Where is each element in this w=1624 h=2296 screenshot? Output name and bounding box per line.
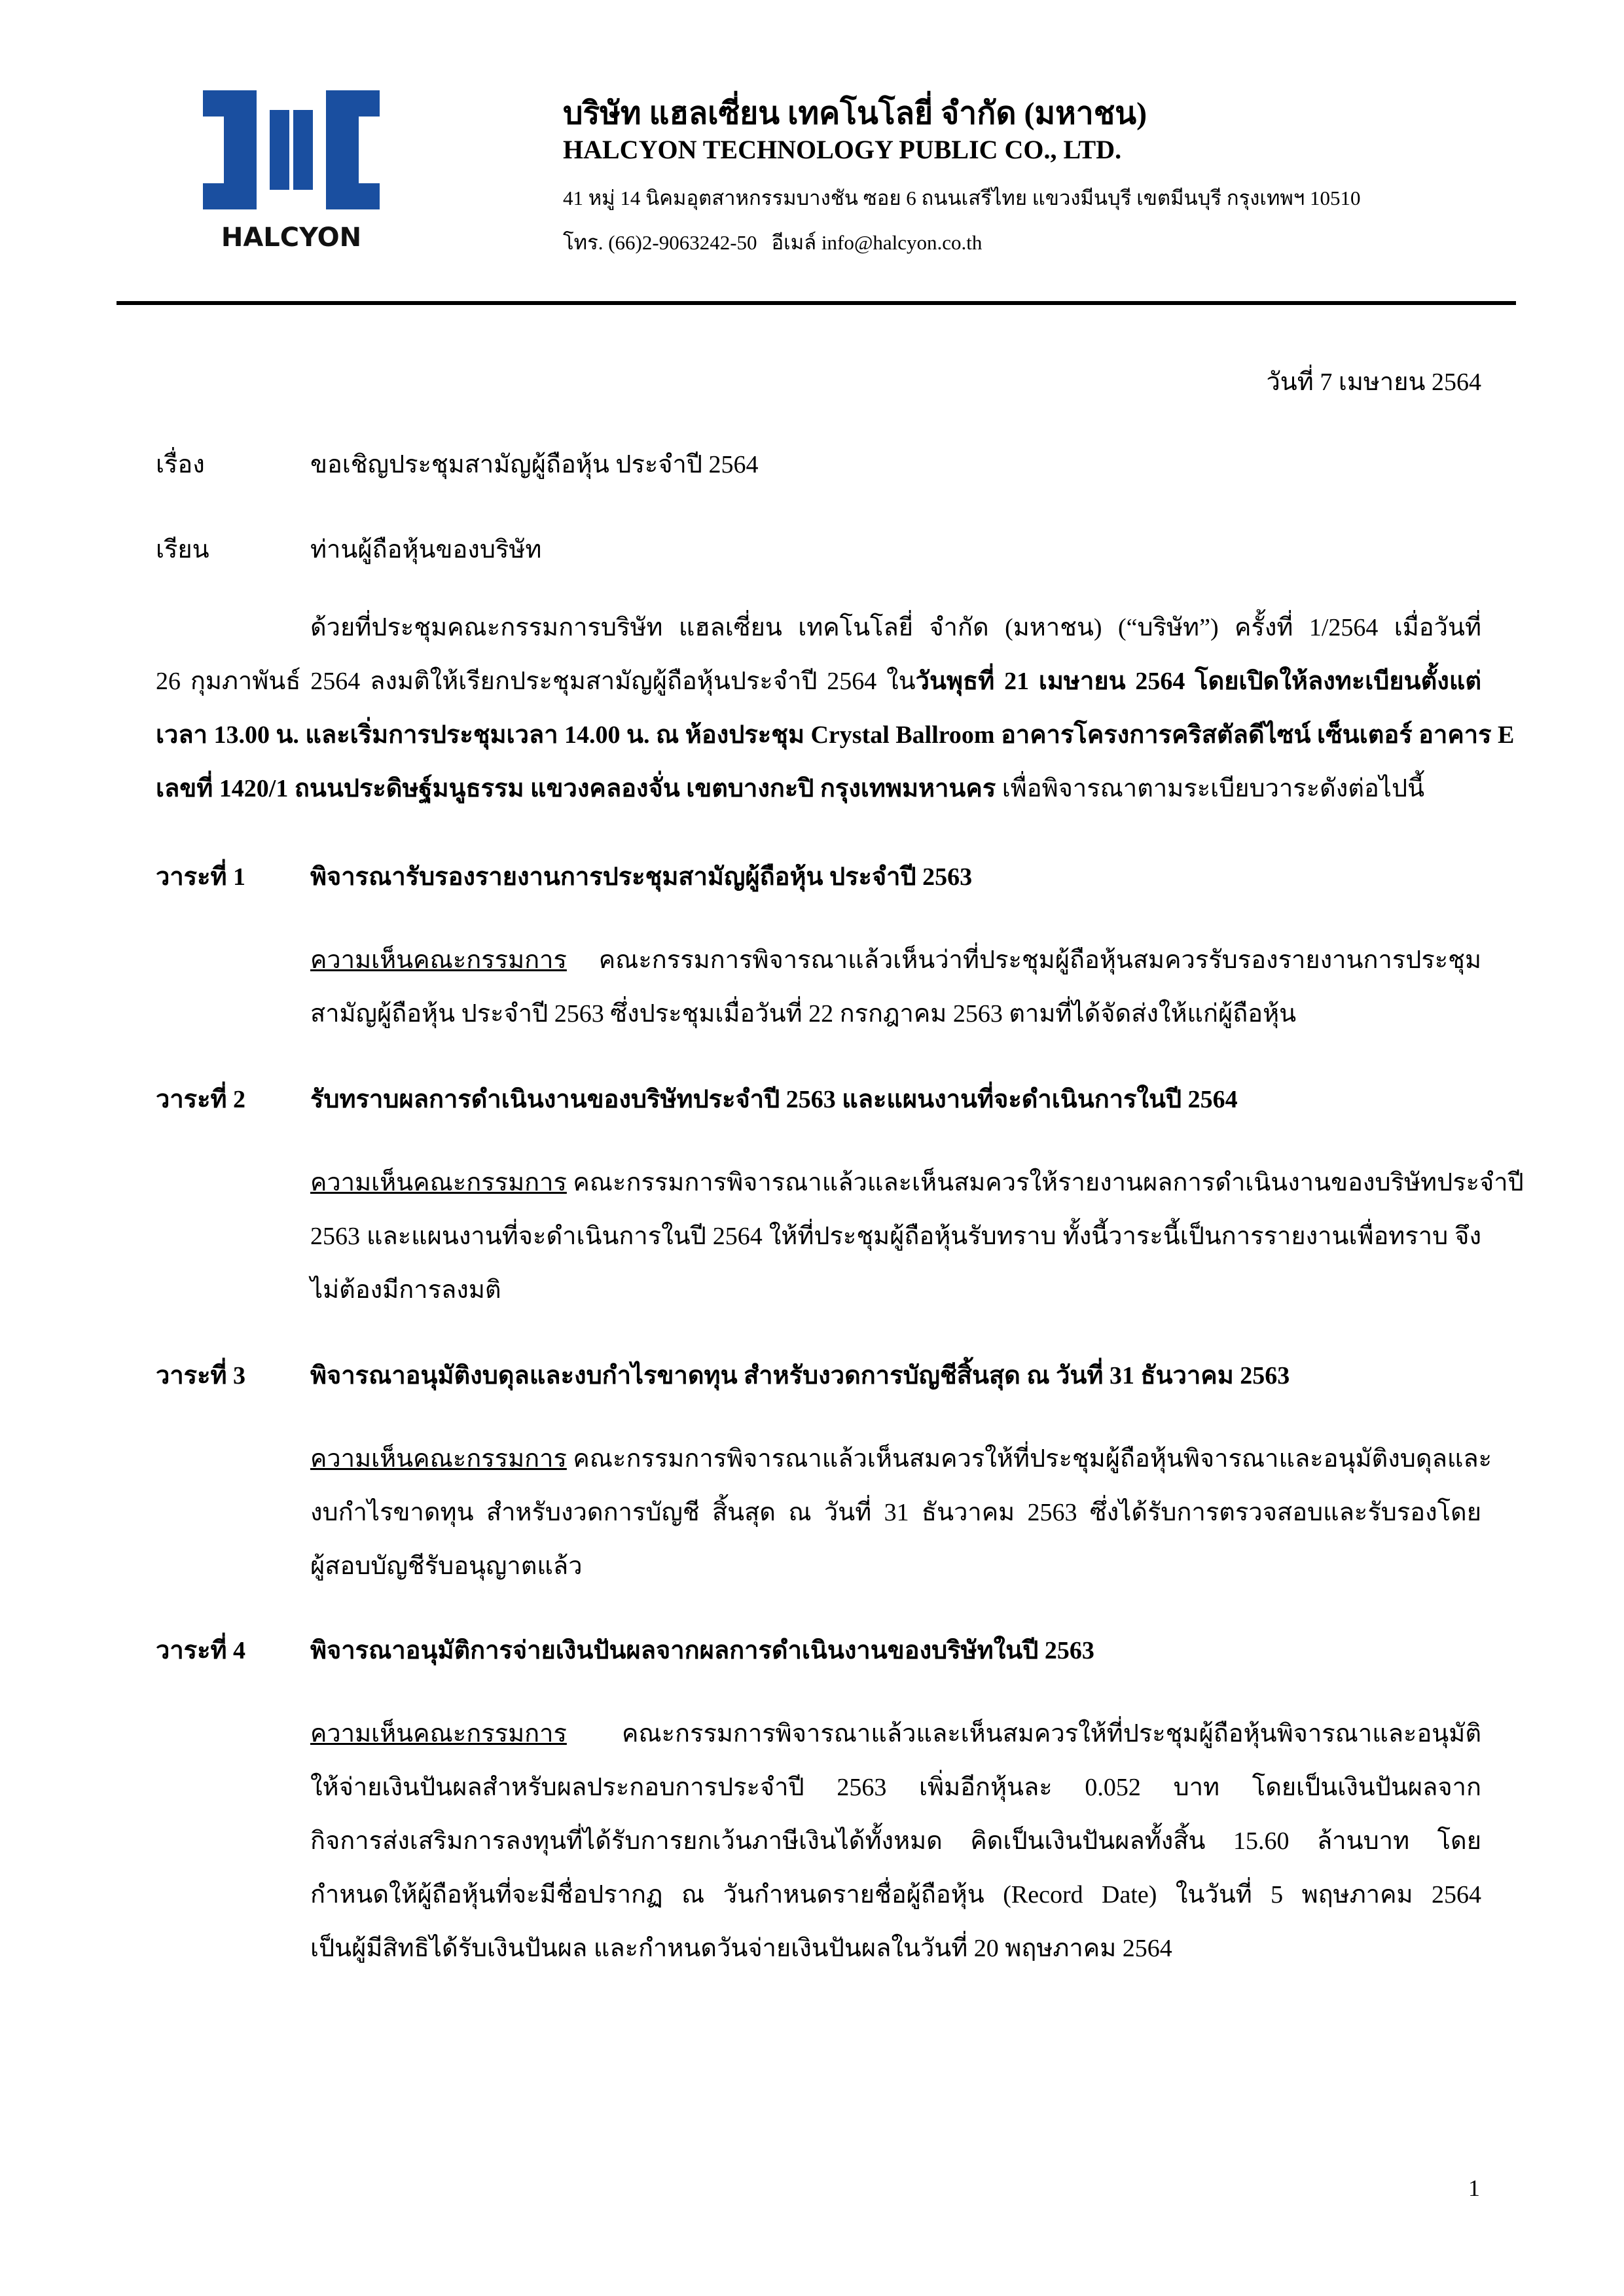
agenda-4-title: พิจารณาอนุมัติการจ่ายเงินปันผลจากผลการดำเนินงานของบริษัทในปี 2563 [310, 1637, 1094, 1664]
company-email: อีเมล์ info@halcyon.co.th [771, 231, 983, 254]
agenda-3-title: พิจารณาอนุมัติงบดุลและงบกำไรขาดทุน สำหรับงวดการบัญชีสิ้นสุด ณ วันที่ 31 ธันวาคม 2563 [310, 1362, 1290, 1390]
agenda-2-line-2: 2563 และแผนงานที่จะดำเนินการในปี 2564 ให้ที่ประชุมผู้ถือหุ้นรับทราบ ทั้งนี้วาระนี้เป็นการรายงานเพื่อทราบ จึง [310, 1223, 1481, 1250]
agenda-2-line-1-text: คณะกรรมการพิจารณาแล้วและเห็นสมควรให้รายงานผลการดำเนินงานของบริษัทประจำปี [566, 1169, 1524, 1196]
agenda-4-line-1-text: คณะกรรมการพิจารณาแล้วและเห็นสมควรให้ที่ประชุมผู้ถือหุ้นพิจารณาและอนุมัติ [566, 1720, 1481, 1748]
agenda-4-line-5: เป็นผู้มีสิทธิได้รับเงินปันผล และกำหนดวันจ่ายเงินปันผลในวันที่ 20 พฤษภาคม 2564 [310, 1935, 1172, 1962]
agenda-2-number: วาระที่ 2 [156, 1086, 246, 1113]
agenda-3-opinion-label: ความเห็นคณะกรรมการ [310, 1445, 567, 1473]
agenda-3-line-1-text: คณะกรรมการพิจารณาแล้วเห็นสมควรให้ที่ประชุมผู้ถือหุ้นพิจารณาและอนุมัติงบดุลและ [566, 1445, 1492, 1473]
agenda-1-number: วาระที่ 1 [156, 863, 246, 891]
recipient-label: เรียน [156, 536, 209, 564]
agenda-1-line-2: สามัญผู้ถือหุ้น ประจำปี 2563 ซึ่งประชุมเมื่อวันที่ 22 กรกฎาคม 2563 ตามที่ได้จัดส่งให้แก่ผู้ถือหุ้น [310, 1000, 1297, 1028]
agenda-1-title: พิจารณารับรองรายงานการประชุมสามัญผู้ถือหุ้น ประจำปี 2563 [310, 863, 973, 891]
header-divider [117, 301, 1516, 305]
agenda-1-opinion [310, 933, 1481, 1041]
agenda-2-opinion-label: ความเห็นคณะกรรมการ [310, 1169, 567, 1196]
letter-date: วันที่ 7 เมษายน 2564 [1266, 368, 1481, 396]
halcyon-logo-mark [196, 85, 386, 255]
agenda-3-opinion [310, 1432, 1492, 1593]
agenda-1-line-1 [310, 933, 1481, 987]
logo-wordmark: HALCYON [221, 223, 362, 253]
company-name-en: HALCYON TECHNOLOGY PUBLIC CO., LTD. [563, 135, 1122, 164]
agenda-2-title: รับทราบผลการดำเนินงานของบริษัทประจำปี 2563 และแผนงานที่จะดำเนินการในปี 2564 [310, 1086, 1238, 1113]
recipient-text: ท่านผู้ถือหุ้นของบริษัท [310, 536, 542, 564]
agenda-1-line-1-text: คณะกรรมการพิจารณาแล้วเห็นว่าที่ประชุมผู้ถือหุ้นสมควรรับรองรายงานการประชุม [566, 946, 1481, 974]
company-phone: โทร. (66)2-9063242-50 [563, 231, 757, 254]
intro-line-4-text: เพื่อพิจารณาตามระเบียบวาระดังต่อไปนี้ [996, 775, 1425, 802]
agenda-4-line-1 [310, 1707, 1481, 1761]
intro-line-1: ด้วยที่ประชุมคณะกรรมการบริษัท แฮลเซี่ยน เทคโนโลยี่ จำกัด (มหาชน) (“บริษัท”) ครั้งที่ 1/2564 เมื่อวันที่ [310, 614, 1481, 641]
halcyon-logo [196, 85, 386, 255]
company-contact [563, 226, 982, 259]
agenda-4-opinion [310, 1707, 1481, 1975]
intro-line-2 [156, 655, 1481, 708]
intro-paragraph [156, 601, 1515, 816]
meeting-date-highlight: วันพุธที่ 21 เมษายน 2564 โดยเปิดให้ลงทะเบียนตั้งแต่ [915, 668, 1481, 695]
intro-line-3 [156, 708, 1515, 762]
agenda-2-line-1 [310, 1156, 1524, 1210]
agenda-4-opinion-label: ความเห็นคณะกรรมการ [310, 1720, 567, 1748]
agenda-4-line-3: กิจการส่งเสริมการลงทุนที่ได้รับการยกเว้นภาษีเงินได้ทั้งหมด คิดเป็นเงินปันผลทั้งสิ้น 15.60 ล้านบาท โดย [310, 1827, 1481, 1855]
agenda-3-number: วาระที่ 3 [156, 1362, 246, 1390]
agenda-2-opinion [310, 1156, 1524, 1317]
agenda-2-line-3: ไม่ต้องมีการลงมติ [310, 1276, 501, 1304]
agenda-3-line-2: งบกำไรขาดทุน สำหรับงวดการบัญชี สิ้นสุด ณ วันที่ 31 ธันวาคม 2563 ซึ่งได้รับการตรวจสอบและรับรองโดย [310, 1499, 1481, 1526]
agenda-4-line-2: ให้จ่ายเงินปันผลสำหรับผลประกอบการประจำปี 2563 เพิ่มอีกหุ้นละ 0.052 บาท โดยเป็นเงินปันผลจาก [310, 1774, 1481, 1801]
agenda-3-line-3: ผู้สอบบัญชีรับอนุญาตแล้ว [310, 1552, 583, 1580]
subject-text: ขอเชิญประชุมสามัญผู้ถือหุ้น ประจำปี 2564 [310, 451, 759, 478]
company-address: 41 หมู่ 14 นิคมอุตสาหกรรมบางชัน ซอย 6 ถนนเสรีไทย แขวงมีนบุรี เขตมีนบุรี กรุงเทพฯ 10510 [563, 187, 1361, 209]
meeting-address: เลขที่ 1420/1 ถนนประดิษฐ์มนูธรรม แขวงคลองจั่น เขตบางกะปิ กรุงเทพมหานคร [156, 775, 996, 802]
meeting-time-venue: เวลา 13.00 น. และเริ่มการประชุมเวลา 14.00 น. ณ ห้องประชุม Crystal Ballroom อาคารโครงการคริสตัลดีไซน์ เซ็นเตอร์ อาคาร E [156, 721, 1515, 749]
company-name-th: บริษัท แฮลเซี่ยน เทคโนโลยี่ จำกัด (มหาชน) [563, 96, 1147, 131]
subject-label: เรื่อง [156, 451, 205, 478]
intro-line-4 [156, 762, 1481, 816]
agenda-1-opinion-label: ความเห็นคณะกรรมการ [310, 946, 567, 974]
intro-line-2-text: 26 กุมภาพันธ์ 2564 ลงมติให้เรียกประชุมสามัญผู้ถือหุ้นประจำปี 2564 ใน [156, 668, 916, 695]
agenda-4-line-4: กำหนดให้ผู้ถือหุ้นที่จะมีชื่อปรากฏ ณ วันกำหนดรายชื่อผู้ถือหุ้น (Record Date) ในวันที่ 5 พฤษภาคม 2564 [310, 1881, 1481, 1909]
agenda-3-line-1 [310, 1432, 1492, 1486]
agenda-4-number: วาระที่ 4 [156, 1637, 246, 1664]
page-number: 1 [1468, 2175, 1480, 2201]
